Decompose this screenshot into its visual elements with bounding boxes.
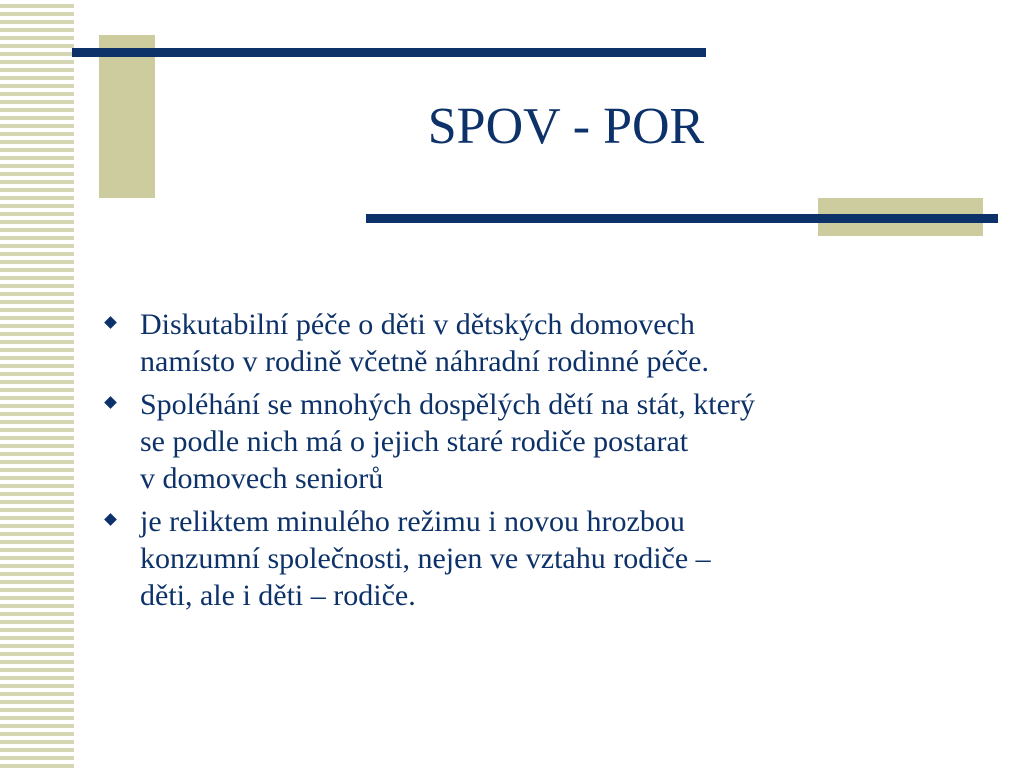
bullet-line: se podle nich má o jejich staré rodiče postarat: [140, 425, 689, 458]
bullet-line: v domovech seniorů: [140, 462, 384, 495]
bullet-item: [100, 386, 980, 497]
title-rule-top: [72, 48, 706, 57]
bullet-line: Diskutabilní péče o děti v dětských domovech: [140, 308, 695, 341]
bullet-line: děti, ale i děti – rodiče.: [140, 579, 416, 612]
title-rule-bottom: [366, 214, 998, 223]
bullet-line: Spoléhání se mnohých dospělých dětí na stát, který: [140, 388, 755, 421]
diamond-bullet-icon: [104, 316, 117, 329]
diamond-bullet-icon: [104, 513, 117, 526]
slide-title: SPOV - POR: [427, 98, 705, 155]
decorative-stripe-band: [0, 0, 74, 768]
bullet-line: je reliktem minulého režimu i novou hrozbou: [140, 505, 685, 538]
accent-block-left: [99, 35, 155, 198]
bullet-item: [100, 306, 980, 380]
bullet-item: [100, 503, 980, 614]
bullet-list: [100, 306, 980, 620]
bullet-line: namísto v rodině včetně náhradní rodinné péče.: [140, 345, 709, 378]
bullet-line: konzumní společnosti, nejen ve vztahu rodiče –: [140, 542, 711, 575]
diamond-bullet-icon: [104, 396, 117, 409]
